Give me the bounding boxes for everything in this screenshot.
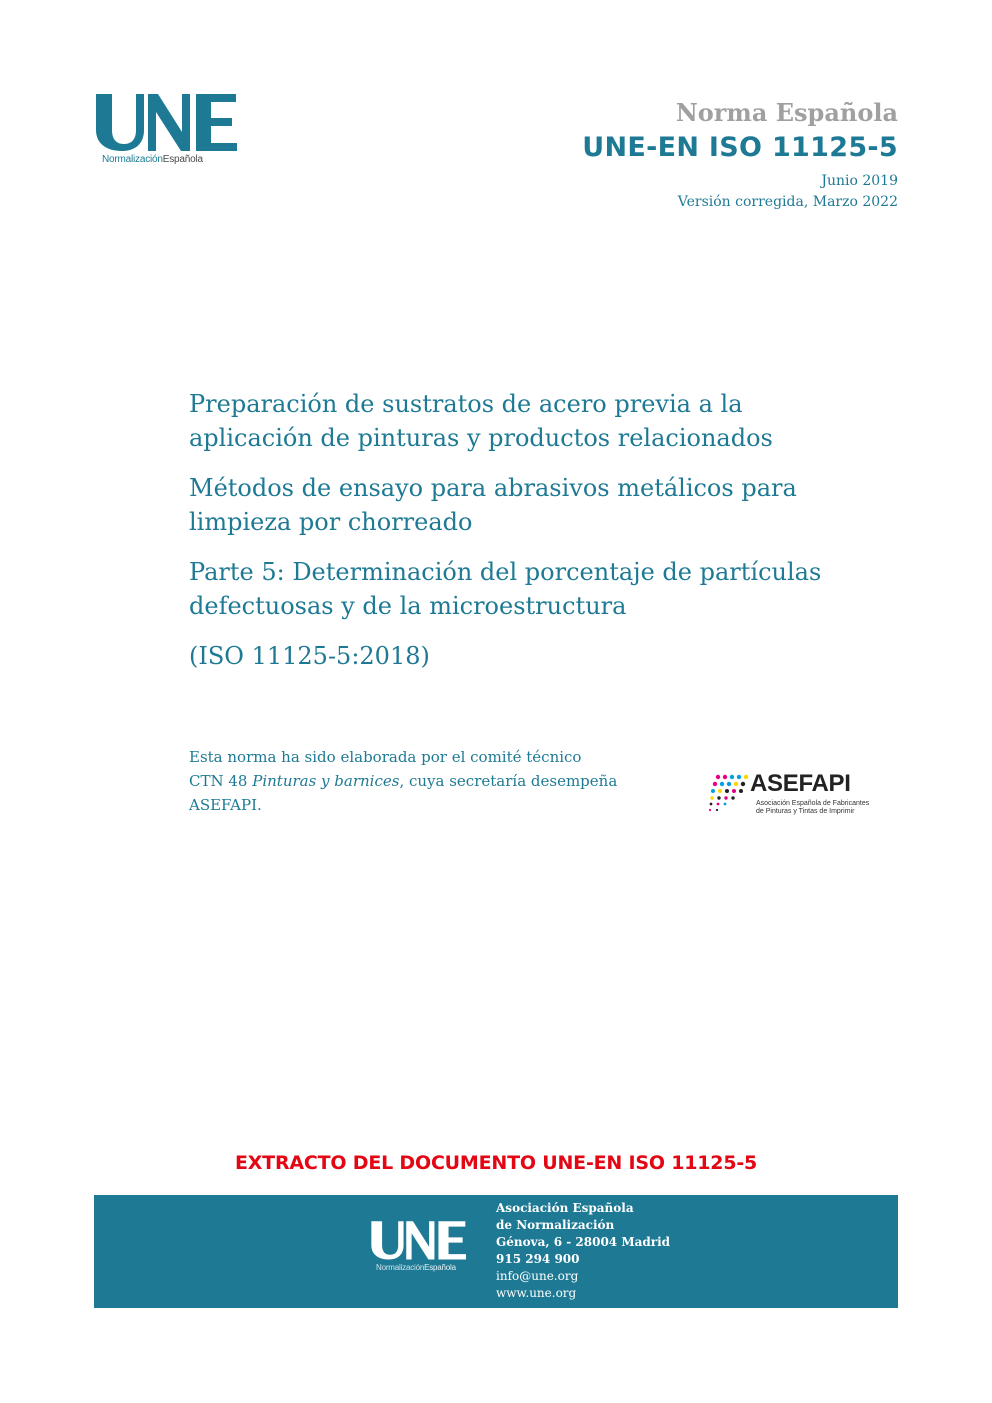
iso-reference: (ISO 11125-5:2018)	[189, 642, 430, 670]
une-logo	[94, 92, 244, 172]
committee-name: Pinturas y barnices	[252, 772, 400, 790]
committee-statement	[189, 745, 689, 817]
publication-date: Junio 2019	[821, 173, 898, 189]
footer-org-line2: de Normalización	[496, 1218, 615, 1232]
footer-address: Génova, 6 - 28004 Madrid	[496, 1235, 671, 1249]
title-primary-line1: Preparación de sustratos de acero previa a la	[189, 390, 743, 418]
footer-email-link[interactable]: info@une.org	[496, 1269, 579, 1283]
standard-header	[582, 97, 898, 213]
title-primary-line2: aplicación de pinturas y productos relacionados	[189, 424, 773, 452]
asefapi-desc-line2: de Pinturas y Tintas de Imprimir	[756, 808, 855, 815]
footer-logo-subtitle	[376, 1263, 456, 1272]
title-primary	[189, 387, 909, 455]
footer-org-line1: Asociación Española	[496, 1201, 634, 1215]
title-part-line2: defectuosas y de la microestructura	[189, 592, 627, 620]
extract-heading: EXTRACTO DEL DOCUMENTO UNE-EN ISO 11125-5	[234, 1152, 758, 1174]
title-secondary-line1: Métodos de ensayo para abrasivos metálicos para	[189, 474, 797, 502]
committee-number: CTN 48	[189, 772, 253, 790]
title-part-line1: Parte 5: Determinación del porcentaje de partículas	[189, 558, 822, 586]
footer-contact	[496, 1200, 670, 1302]
footer-logo-sub-light: Normalización	[376, 1263, 425, 1272]
asefapi-description	[756, 800, 869, 816]
corrected-version: Versión corregida, Marzo 2022	[677, 194, 898, 210]
document-titles	[189, 387, 909, 673]
title-part	[189, 555, 909, 623]
committee-line2-suffix: , cuya secretaría desempeña	[399, 772, 618, 790]
committee-line3: ASEFAPI.	[189, 796, 262, 814]
asefapi-desc-line1: Asociación Española de Fabricantes	[756, 800, 870, 807]
une-logo-sub-dark: Española	[162, 154, 203, 165]
title-secondary	[189, 471, 909, 539]
committee-line2	[189, 769, 689, 793]
norma-label: Norma Española	[675, 98, 898, 127]
footer-website-link[interactable]: www.une.org	[496, 1286, 577, 1300]
une-logo-subtitle	[102, 154, 203, 165]
une-logo-mark	[94, 92, 240, 152]
footer-logo-sub-dark: Española	[424, 1263, 456, 1272]
committee-line1: Esta norma ha sido elaborada por el comité técnico	[189, 748, 582, 766]
asefapi-dots-icon	[708, 773, 752, 815]
footer-band	[94, 1195, 898, 1308]
footer-une-logo-mark	[370, 1219, 468, 1261]
footer-une-logo	[370, 1219, 480, 1281]
une-logo-sub-light: Normalización	[102, 154, 163, 165]
title-secondary-line2: limpieza por chorreado	[189, 508, 473, 536]
asefapi-logo	[708, 770, 883, 818]
standard-code: UNE-EN ISO 11125-5	[582, 132, 898, 163]
footer-phone: 915 294 900	[496, 1252, 580, 1266]
asefapi-name: ASEFAPI	[750, 770, 851, 797]
